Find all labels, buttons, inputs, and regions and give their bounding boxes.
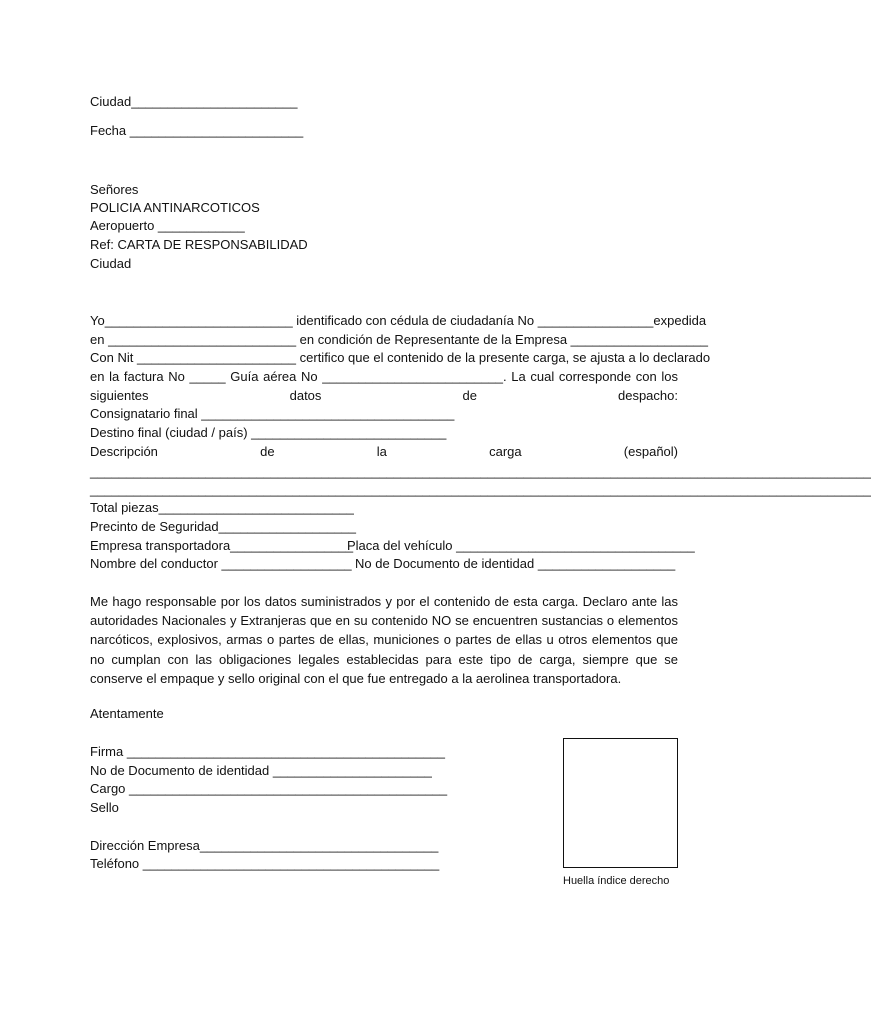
addressee-entity: POLICIA ANTINARCOTICOS	[90, 200, 260, 215]
vehicle-plate-field: Placa del vehículo _________________________________	[347, 538, 695, 553]
driver-name-field: Nombre del conductor __________________	[90, 556, 352, 571]
closing-salutation: Atentamente	[90, 706, 164, 721]
body-line-1: Yo__________________________ identificado con cédula de ciudadanía No ________________expedida	[90, 313, 707, 328]
stamp-label: Sello	[90, 800, 119, 815]
fingerprint-box	[563, 738, 678, 868]
company-address-field: Dirección Empresa_________________________________	[90, 838, 439, 853]
fingerprint-caption: Huella índice derecho	[563, 875, 670, 887]
total-pieces-field: Total piezas___________________________	[90, 500, 354, 515]
description-rule-1: ____________________________________________________________________________________________________________	[90, 464, 871, 479]
consignee-field: Consignatario final ___________________________________	[90, 406, 455, 421]
carrier-company-field: Empresa transportadora_________________	[90, 538, 354, 553]
security-seal-field: Precinto de Seguridad___________________	[90, 519, 357, 534]
body-line-4: en la factura No _____ Guía aérea No _________________________. La cual corresponde con los	[90, 369, 678, 384]
body-line-2: en __________________________ en condición de Representante de la Empresa ___________________	[90, 332, 709, 347]
salutation: Señores	[90, 182, 139, 197]
driver-id-field: No de Documento de identidad ___________________	[355, 556, 676, 571]
body-line-3: Con Nit ______________________ certifico que el contenido de la presente carga, se ajusta a lo declarado	[90, 350, 711, 365]
date-field: Fecha ________________________	[90, 123, 304, 138]
declaration-paragraph: Me hago responsable por los datos suministrados y por el contenido de esta carga. Declaro ante las autoridades Nacionales y Extranjeras que en su contenido NO se encuentren sustancias o elementos narcóticos, explosivos, armas o partes de ellas, municiones o partes de ellas u otros elementos que no cumplan con las obligaciones legales establecidas para este tipo de carga, siempre que se conserve el empaque y sello original con el que fue entregado a la aerolinea transportadora.	[90, 594, 678, 686]
phone-field: Teléfono _________________________________________	[90, 856, 440, 871]
signature-field: Firma ____________________________________________	[90, 744, 445, 759]
description-rule-2: ____________________________________________________________________________________________________________	[90, 482, 871, 497]
city-field: Ciudad_______________________	[90, 94, 298, 109]
body-line-5: siguientes datos de despacho:	[90, 388, 678, 403]
airport-field: Aeropuerto ____________	[90, 218, 245, 233]
addressee-city: Ciudad	[90, 256, 132, 271]
position-field: Cargo ____________________________________________	[90, 781, 448, 796]
cargo-description-label: Descripción de la carga (español)	[90, 444, 678, 459]
signer-id-field: No de Documento de identidad ______________________	[90, 763, 432, 778]
reference-line: Ref: CARTA DE RESPONSABILIDAD	[90, 237, 308, 252]
destination-field: Destino final (ciudad / país) ___________________________	[90, 425, 447, 440]
